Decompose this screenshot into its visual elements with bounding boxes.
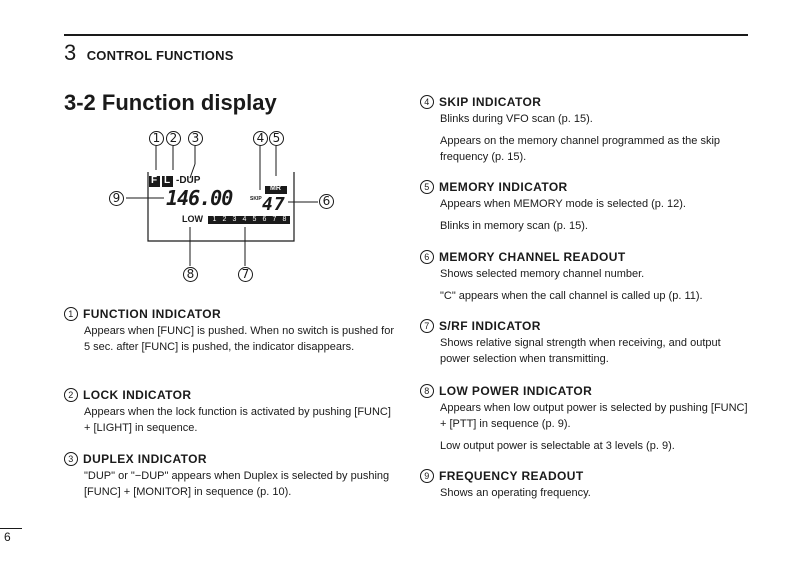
low-power-indicator: LOW: [182, 214, 203, 224]
item-heading: [420, 319, 750, 333]
item-number: 7: [420, 319, 434, 333]
item-number: 3: [64, 452, 78, 466]
section-title: 3-2 Function display: [64, 90, 277, 115]
item-text: Shows relative signal strength when receiving, and output power selection when transmitting.: [440, 337, 721, 365]
item-duplex-indicator: [64, 452, 394, 500]
item-text: Blinks during VFO scan (p. 15).: [440, 113, 593, 125]
item-title: MEMORY CHANNEL READOUT: [439, 250, 626, 264]
item-memory-channel-readout: [420, 250, 750, 304]
frequency-readout: 146.00: [166, 186, 233, 210]
item-number: 1: [64, 307, 78, 321]
callout-7: 7: [238, 267, 253, 282]
item-number: 4: [420, 95, 434, 109]
item-heading: [64, 307, 394, 321]
item-number: 5: [420, 180, 434, 194]
memory-indicator: MR: [270, 185, 281, 192]
item-heading: [420, 180, 750, 194]
item-text: Shows an operating frequency.: [440, 487, 591, 499]
item-text: Low output power is selectable at 3 levels (p. 9).: [440, 440, 675, 452]
callout-6: 6: [319, 194, 334, 209]
item-heading: [420, 95, 750, 109]
item-number: 6: [420, 250, 434, 264]
item-skip-indicator: [420, 95, 750, 165]
item-number: 2: [64, 388, 78, 402]
item-lock-indicator: [64, 388, 394, 436]
item-heading: [420, 384, 750, 398]
item-text: Appears when [FUNC] is pushed. When no switch is pushed for 5 sec. after [FUNC] is pushed, the indicator disappears.: [84, 325, 394, 353]
callout-3: 3: [188, 131, 203, 146]
memory-channel-readout: 47: [262, 194, 286, 215]
page-number: 6: [4, 530, 11, 544]
item-text: "C" appears when the call channel is called up (p. 11).: [440, 290, 703, 302]
meter-segment-8: 8: [282, 216, 287, 223]
chapter-number: 3: [64, 40, 77, 65]
header-rule: [64, 34, 748, 36]
item-text: Appears on the memory channel programmed as the skip frequency (p. 15).: [440, 135, 721, 163]
chapter-title: CONTROL FUNCTIONS: [86, 48, 234, 63]
function-indicator: F: [151, 175, 158, 186]
callout-5: 5: [269, 131, 284, 146]
meter-segment-4: 4: [242, 216, 247, 223]
item-number: 9: [420, 469, 434, 483]
item-low-power-indicator: [420, 384, 750, 454]
callout-4: 4: [253, 131, 268, 146]
meter-segment-7: 7: [272, 216, 277, 223]
callout-8: 8: [183, 267, 198, 282]
meter-segment-1: 1: [212, 216, 217, 223]
item-heading: [64, 388, 394, 402]
item-memory-indicator: [420, 180, 750, 234]
item-title: FUNCTION INDICATOR: [83, 307, 222, 321]
item-frequency-readout: [420, 469, 750, 501]
item-text: Shows selected memory channel number.: [440, 268, 645, 280]
item-text: Blinks in memory scan (p. 15).: [440, 220, 588, 232]
item-text: Appears when MEMORY mode is selected (p. 12).: [440, 198, 686, 210]
meter-segment-2: 2: [222, 216, 227, 223]
item-text: Appears when the lock function is activated by pushing [FUNC] + [LIGHT] in sequence.: [84, 406, 391, 434]
item-text: Appears when low output power is selected by pushing [FUNC] + [PTT] in sequence (p. 9).: [440, 402, 748, 430]
item-title: MEMORY INDICATOR: [439, 180, 568, 194]
lock-indicator: L: [164, 175, 171, 186]
item-title: LOW POWER INDICATOR: [439, 384, 593, 398]
meter-segments: [210, 215, 289, 225]
item-number: 8: [420, 384, 434, 398]
item-title: LOCK INDICATOR: [83, 388, 192, 402]
item-heading: [420, 250, 750, 264]
item-heading: [64, 452, 394, 466]
callout-2: 2: [166, 131, 181, 146]
item-title: SKIP INDICATOR: [439, 95, 542, 109]
item-title: FREQUENCY READOUT: [439, 469, 584, 483]
duplex-indicator: -DUP: [176, 175, 201, 186]
function-display-figure: [90, 128, 350, 288]
page-number-rule: [0, 528, 22, 529]
item-title: DUPLEX INDICATOR: [83, 452, 207, 466]
callout-9: 9: [109, 191, 124, 206]
meter-segment-6: 6: [262, 216, 267, 223]
item-srf-indicator: [420, 319, 750, 367]
meter-segment-3: 3: [232, 216, 237, 223]
meter-segment-5: 5: [252, 216, 257, 223]
skip-indicator: SKIP: [250, 196, 262, 202]
item-title: S/RF INDICATOR: [439, 319, 541, 333]
chapter-heading: [64, 40, 234, 66]
item-function-indicator: [64, 307, 394, 355]
item-heading: [420, 469, 750, 483]
item-text: "DUP" or "−DUP" appears when Duplex is selected by pushing [FUNC] + [MONITOR] in sequence (p. 10).: [84, 470, 390, 498]
callout-1: 1: [149, 131, 164, 146]
